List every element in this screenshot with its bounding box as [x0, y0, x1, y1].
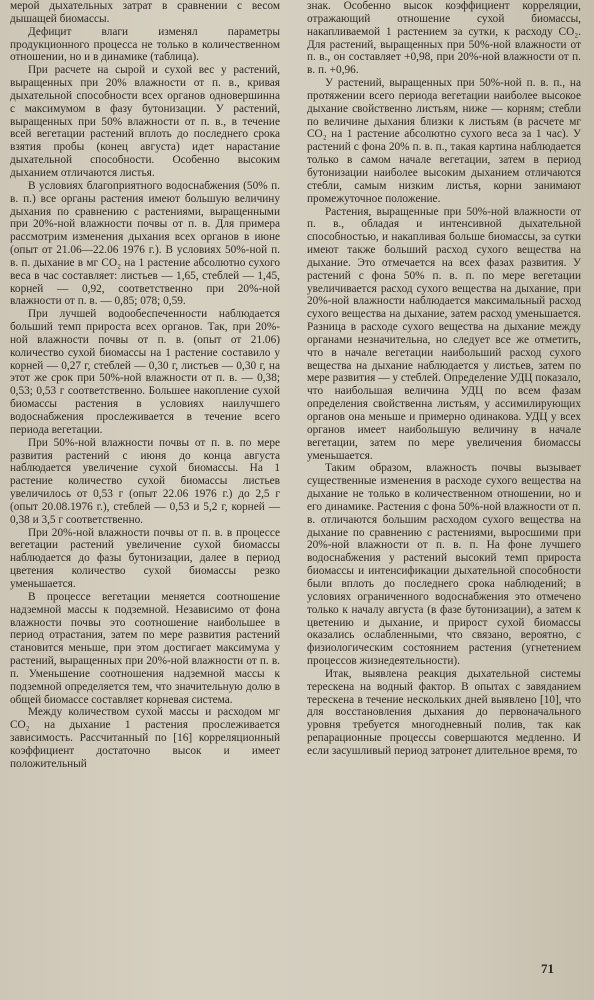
paragraph: У растений, выращенных при 50%-ной п. в. п., на протяжении всего периода вегетации наиболее высокое дыхание свойственно листьям, ниже — корням; стебли по величине дыхания близки к листьям (в расчете мг CO₂ на 1 растение абсолютно сухого веса за 1 час). У растений с фона 20% п. в. п., такая картина наблюдается только в самом начале вегетации, затем в период бутонизации наиболее высоким дыханием отличаются стебли, самым низким листья, корни занимают промежуточное положение. [307, 77, 581, 205]
paragraph: Между количеством сухой массы и расходом мг CO₂ на дыхание 1 растения прослеживается зависимость. Рассчитанный по [16] корреляционный коэффициент достаточно высок и имеет положительный [10, 706, 280, 770]
paragraph: Дефицит влаги изменял параметры продукционного процесса не только в количественном отношении, но и в динамике (таблица). [10, 25, 280, 64]
page-number: 71 [541, 961, 554, 976]
paragraph: В условиях благоприятного водоснабжения (50% п. в. п.) все органы растения имеют большую величину дыхания по сравнению с растениями, выращенными при 20%-ной влажности почвы от п. в. Для примера рассмотрим изменения дыхания всех органов в июне (опыт от 21.06—22.06 1976 г.). В условиях 50%-ной п. в. п. дыхание в мг CO₂ на 1 растение абсолютно сухого веса в час составляет: листьев — 1,65, стеблей — 1,45, корней — 0,92, соответственно при 20%-ной влажности от п. в. — 0,85; 078; 0,59. [10, 179, 280, 308]
paragraph: При лучшей водообеспеченности наблюдается больший темп прироста всех органов. Так, при 20%-ной влажности почвы от п. в. (опыт от 21.06) количество сухой биомассы на 1 растение составило у корней — 0,27 г, стеблей — 0,30 г, листьев — 0,30 г, на этот же срок при 50%-ной влажности от п. в. — 0,38; 0,53; 0,53 г соответственно. Большее накопление сухой биомассы растения в условиях наилучшего водоснабжения прослеживается в течение всего периода вегетации. [10, 308, 280, 436]
paragraph: мерой дыхательных затрат в сравнении с весом дышащей биомассы. [10, 0, 280, 25]
paragraph: Растения, выращенные при 50%-ной влажности от п. в., обладая и интенсивной дыхательной способностью, и накапливая больше биомассы, за сутки имеют также больший расход сухого вещества на дыхание. Это отмечается на всех фазах развития. У растений с фона 50% п. в. п. по мере вегетации увеличивается расход сухого вещества на дыхание, при 20%-ной влажности наблюдается максимальный расход сухого вещества на дыхание, затем расход уменьшается. Разница в расходе сухого вещества на дыхание между органами незначительна, но следует все же отметить, что в начале вегетации наибольший расход сухого вещества на дыхание наблюдается у листьев, затем по мере развития — у стеблей. Определение УДЦ показало, что наибольшая величина УДЦ по всем фазам определения свойственна листьям, у ассимилирующих органов она меньше и примерно одинакова. УДЦ у всех органов имеет наибольшую величину в начале вегетации, затем по мере увеличения биомассы уменьшается. [307, 205, 581, 462]
paragraph: Таким образом, влажность почвы вызывает существенные изменения в расходе сухого вещества на дыхание не только в количественном отношении, но и его динамике. Растения с фона 50%-ной влажности от п. в. отличаются большим расходом сухого вещества на дыхание по сравнению с растениями, выросшими при 20%-ной влажности от п. в. п. На фоне лучшего водоснабжения у растений высокий темп прироста биомассы и интенсификации дыхательной способности были вплоть до последнего срока наблюдений; в условиях ограниченного водоснабжения это отмечено только к началу августа (в фазе бутонизации), а затем к цветению и дыхание, и прирост сухой биомассы оказались ослабленными, что связано, вероятно, с физиологическим состоянием растения (угнетением процессов жизнедеятельности). [307, 462, 581, 668]
paragraph: Итак, выявлена реакция дыхательной системы терескена на водный фактор. В опытах с завяданием терескена в течение нескольких дней выявлено [10], что для восстановления дыхания до первоначального уровня требуется многодневный полив, так как репарационные процессы совершаются медленно. И если засушливый период затронет длительное время, то [307, 667, 581, 757]
paragraph: При 50%-ной влажности почвы от п. в. по мере развития растений с июня до конца августа наблюдается увеличение сухой биомассы. На 1 растение количество сухой биомассы листьев увеличилось от 0,53 г (опыт 22.06 1976 г.) до 2,5 г (опыт 20.08.1976 г.), стеблей — 0,53 и 5,2 г, корней — 0,38 и 3,5 г соответственно. [10, 436, 280, 526]
right-text-column [307, 0, 581, 758]
paragraph: При расчете на сырой и сухой вес у растений, выращенных при 20% влажности от п. в., кривая дыхательной способности всех органов одновершинна с максимумом в фазу бутонизации. У растений, выращенных при 50% влажности от п. в., в течение всей вегетации растений вплоть до последнего срока взятия пробы (конец августа) идет нарастание дыхательной способности. Особенно высоким дыханием отличаются листья. [10, 64, 280, 179]
paragraph: При 20%-ной влажности почвы от п. в. в процессе вегетации растений увеличение сухой биомассы наблюдается до фазы бутонизации, далее в период цветения количество сухой биомассы резко уменьшается. [10, 526, 280, 590]
paragraph: В процессе вегетации меняется соотношение надземной массы к подземной. Независимо от фона влажности почвы это соотношение наибольшее в период отрастания, затем по мере развития растений становится меньше, при этом достигает максимума у растений, выращенных при 20%-ной влажности от п. в. п. Уменьшение соотношения надземной массы к подземной определяется тем, что значительную долю в общей биомассе составляет корневая система. [10, 590, 280, 706]
left-text-column [10, 0, 280, 771]
paragraph: знак. Особенно высок коэффициент корреляции, отражающий отношение сухой биомассы, накапливаемой 1 растением за сутки, к расходу CO₂. Для растений, выращенных при 50%-ной влажности от п. в., он составляет +0,98, при 20%-ной влажности от п. в. п. +0,96. [307, 0, 581, 77]
